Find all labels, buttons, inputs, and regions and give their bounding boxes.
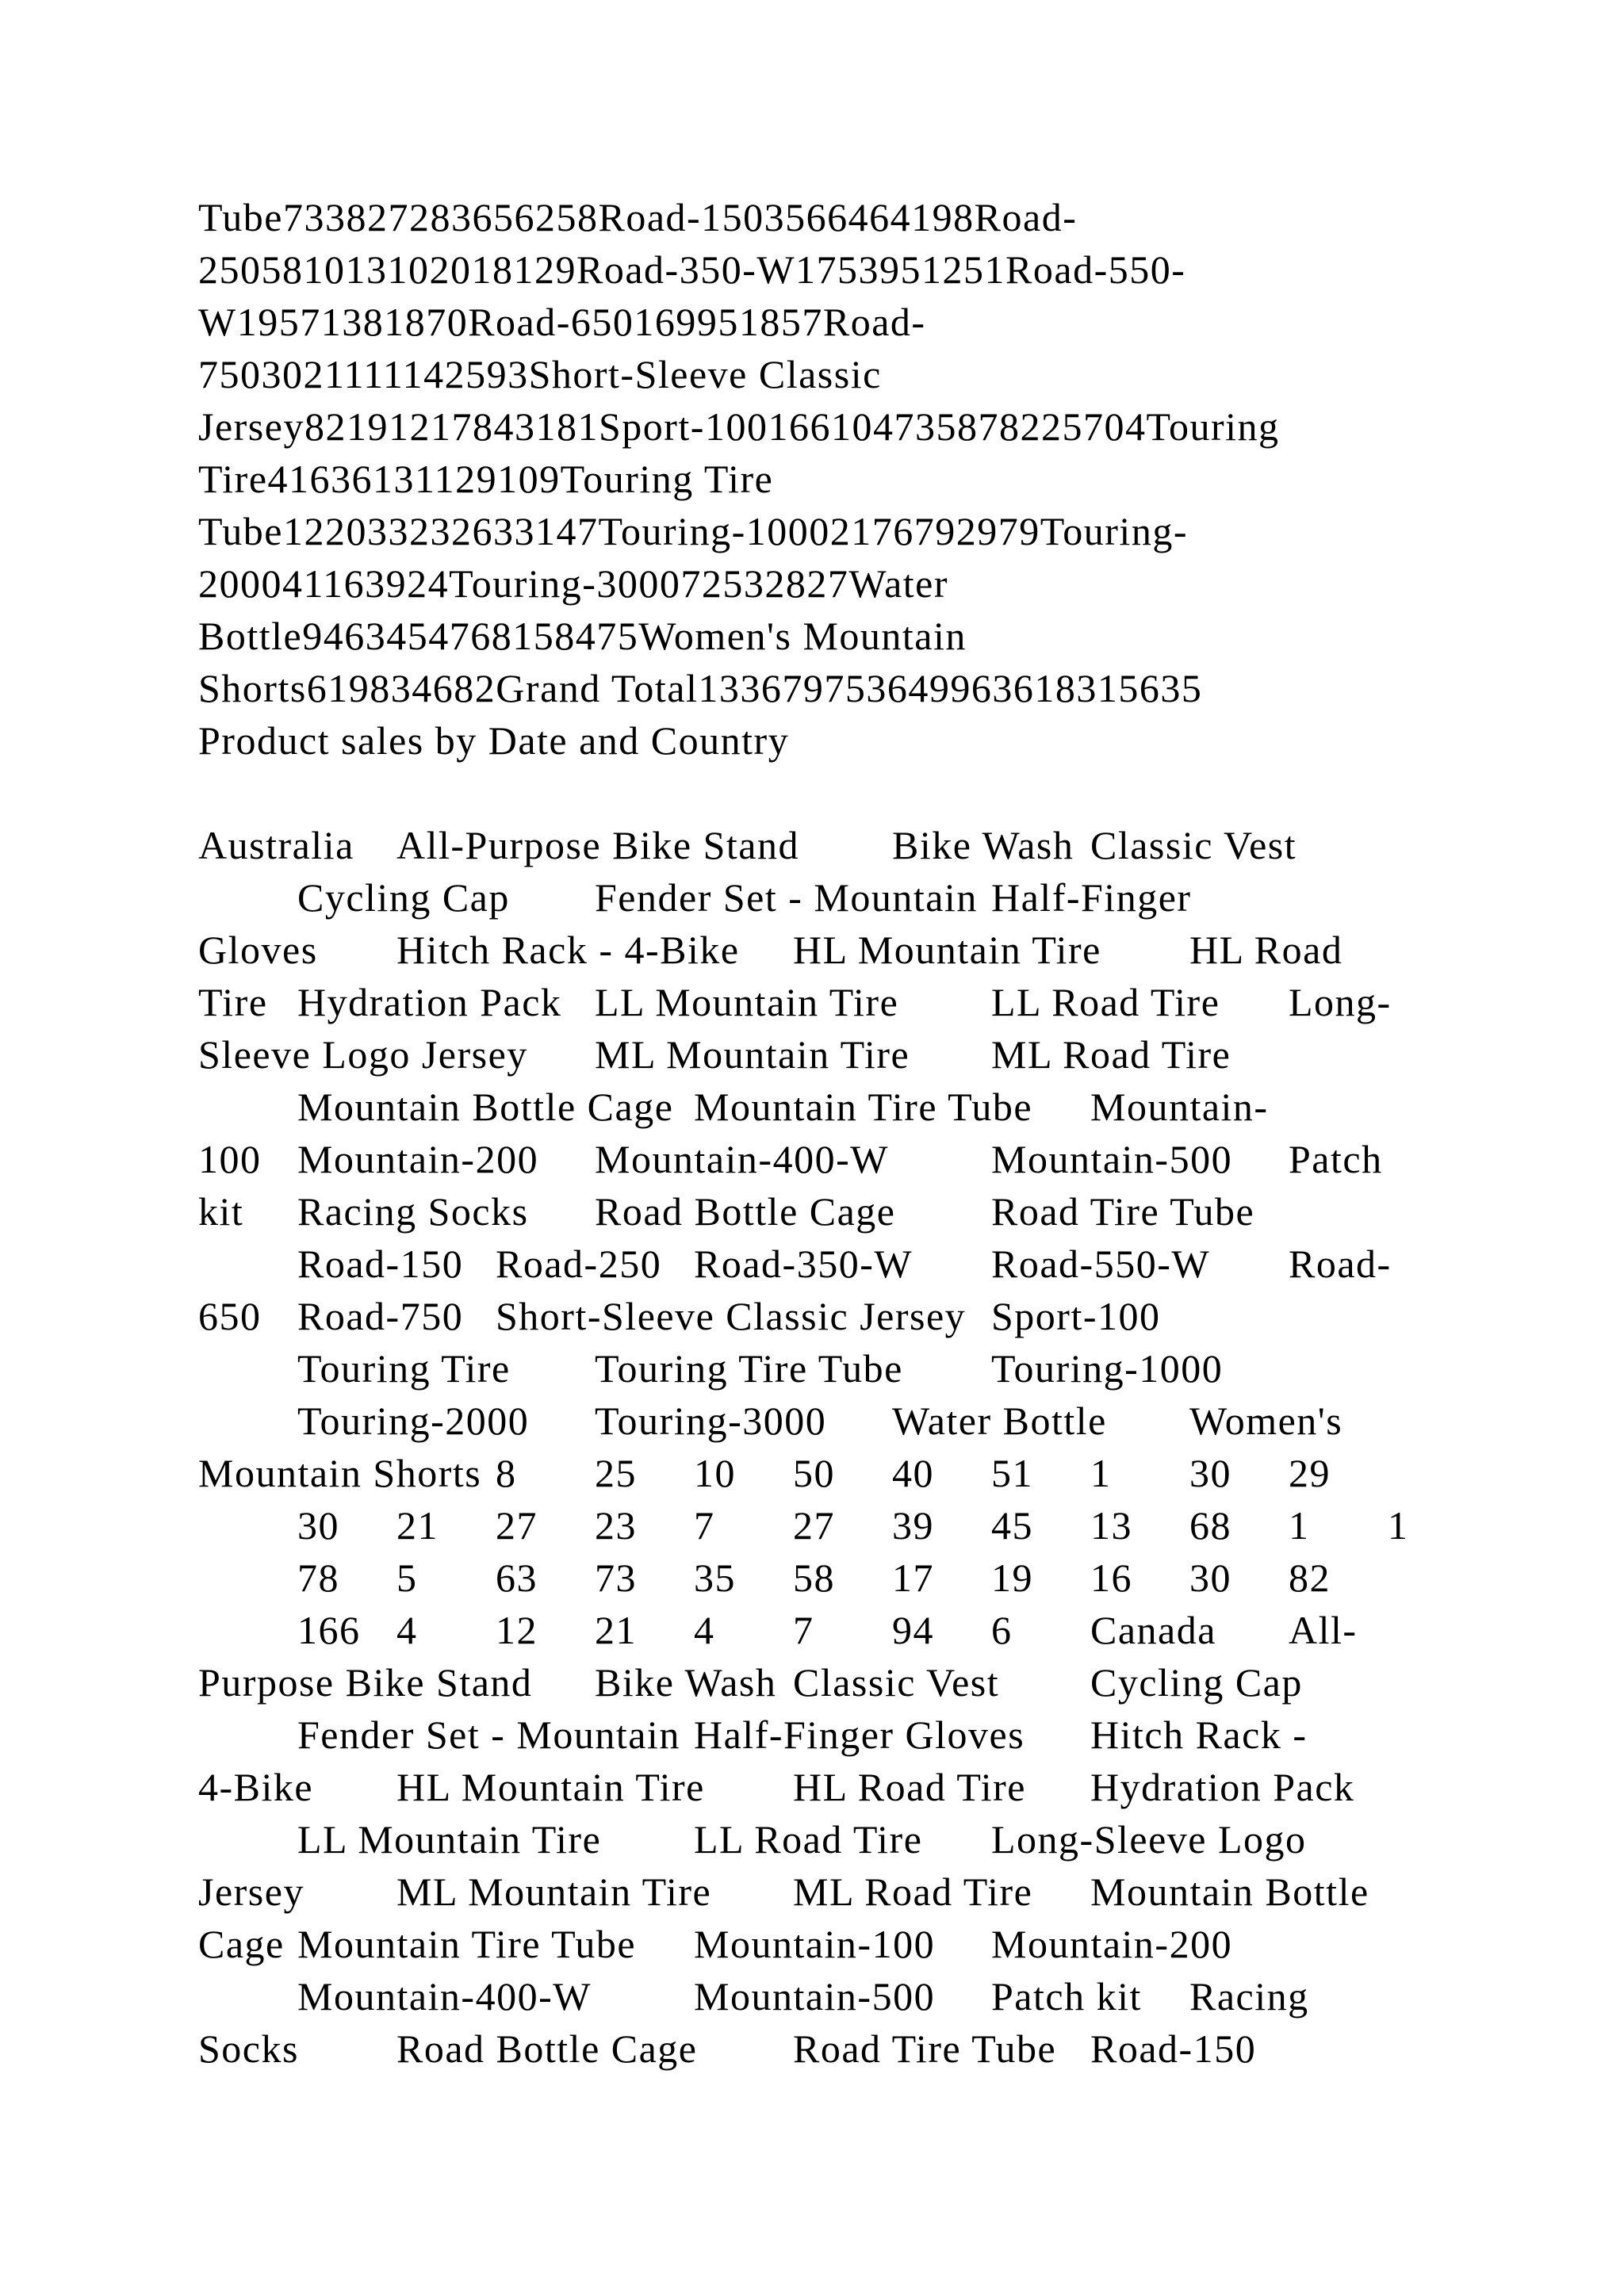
table-text-cell: Road-150: [1090, 2026, 1257, 2071]
table-text-line: [198, 1918, 1435, 1970]
table-text-cell: 82: [1289, 1556, 1331, 1600]
table-text-cell: 23: [595, 1503, 637, 1548]
table-text-cell: 30: [297, 1503, 339, 1548]
table-text-cell: Half-Finger: [991, 875, 1192, 920]
table-text-cell: Socks: [198, 2026, 299, 2071]
table-text-cell: Road-: [1289, 1242, 1392, 1286]
table-text-cell: 21: [595, 1608, 637, 1652]
table-text-cell: 4: [694, 1608, 715, 1652]
table-text-cell: 10: [694, 1451, 736, 1495]
table-text-cell: 12: [496, 1608, 538, 1652]
table-text-cell: Road-550-W: [991, 1242, 1211, 1286]
table-text-cell: Half-Finger Gloves: [694, 1712, 1025, 1757]
table-text-cell: 68: [1189, 1503, 1231, 1548]
table-text-cell: 13: [1090, 1503, 1132, 1548]
document-text: [198, 191, 1435, 2075]
table-text-cell: Mountain-400-W: [297, 1974, 592, 2019]
table-text-cell: Racing Socks: [297, 1189, 529, 1234]
table-text-cell: Mountain-500: [991, 1137, 1233, 1181]
table-text-line: [198, 1656, 1435, 1709]
table-text-cell: 7: [694, 1503, 715, 1548]
table-text-cell: 27: [793, 1503, 835, 1548]
intro-line: W19571381870Road-650169951857Road-: [198, 300, 926, 344]
table-text-cell: All-Purpose Bike Stand: [396, 823, 799, 867]
table-text-cell: Patch kit: [991, 1974, 1142, 2019]
table-text-line: [198, 1552, 1435, 1604]
intro-line: Jersey82191217843181Sport-100166104735878225704Touring: [198, 404, 1280, 449]
table-text-cell: Mountain-: [1090, 1085, 1269, 1129]
table-text-line: [198, 1604, 1435, 1656]
table-text-cell: Road-150: [297, 1242, 464, 1286]
table-text-cell: 5: [396, 1556, 418, 1600]
table-text-cell: Mountain-200: [297, 1137, 539, 1181]
table-text-cell: Gloves: [198, 928, 318, 972]
table-text-cell: Fender Set - Mountain: [297, 1712, 680, 1757]
blank-line: [198, 767, 1435, 819]
table-text-cell: Hydration Pack: [297, 980, 562, 1024]
intro-line: 200041163924Touring-300072532827Water: [198, 561, 949, 606]
table-text-line: [198, 976, 1435, 1028]
table-text-cell: Bike Wash: [892, 823, 1074, 867]
table-text-cell: Mountain Tire Tube: [694, 1085, 1033, 1129]
table-text-cell: HL Mountain Tire: [396, 1765, 705, 1809]
table-text-line: [198, 1395, 1435, 1447]
table-text-cell: Cage: [198, 1922, 285, 1966]
intro-line: Bottle9463454768158475Women's Mountain: [198, 614, 967, 658]
table-text-cell: 6: [991, 1608, 1013, 1652]
table-text-cell: 27: [496, 1503, 538, 1548]
table-text-cell: Road-350-W: [694, 1242, 914, 1286]
table-text-cell: 166: [297, 1608, 361, 1652]
table-text-line: [198, 1028, 1435, 1081]
table-text-cell: Classic Vest: [1090, 823, 1297, 867]
table-text-cell: Hydration Pack: [1090, 1765, 1355, 1809]
intro-line: Tire41636131129109Touring Tire: [198, 457, 774, 501]
table-text-cell: Mountain-100: [694, 1922, 936, 1966]
table-text-cell: 78: [297, 1556, 339, 1600]
table-text-cell: 30: [1189, 1556, 1231, 1600]
table-text-cell: Water Bottle: [892, 1399, 1107, 1443]
table-text-cell: 63: [496, 1556, 538, 1600]
table-text-cell: Road Bottle Cage: [396, 2026, 698, 2071]
table-text-cell: Australia: [198, 823, 354, 867]
table-text-cell: Long-Sleeve Logo: [991, 1817, 1307, 1862]
table-text-cell: 45: [991, 1503, 1033, 1548]
table-text-cell: kit: [198, 1189, 244, 1234]
table-text-cell: Short-Sleeve Classic Jersey: [496, 1294, 967, 1338]
table-text-cell: Mountain Bottle Cage: [297, 1085, 674, 1129]
table-text-cell: 1: [1289, 1503, 1310, 1548]
table-text-line: [198, 1290, 1435, 1342]
table-text-cell: Bike Wash: [595, 1660, 777, 1705]
table-text-cell: HL Road Tire: [793, 1765, 1026, 1809]
table-text-cell: 100: [198, 1137, 262, 1181]
table-text-cell: Racing: [1189, 1974, 1309, 2019]
table-text-cell: Road Tire Tube: [793, 2026, 1057, 2071]
table-text-line: [198, 1813, 1435, 1866]
table-text-cell: Tire: [198, 980, 268, 1024]
table-text-cell: Mountain-200: [991, 1922, 1233, 1966]
table-text-cell: 30: [1189, 1451, 1231, 1495]
table-text-cell: Sleeve Logo Jersey: [198, 1032, 528, 1077]
intro-line: Tube733827283656258Road-1503566464198Road-: [198, 195, 1078, 239]
table-text-cell: 1: [1388, 1503, 1409, 1548]
table-text-line: [198, 1499, 1435, 1552]
table-text-cell: ML Road Tire: [991, 1032, 1231, 1077]
intro-line: 250581013102018129Road-350-W1753951251Road-550-: [198, 247, 1186, 292]
table-text-cell: Touring-1000: [991, 1346, 1224, 1391]
table-text-cell: Long-: [1289, 980, 1392, 1024]
table-text-line: [198, 1238, 1435, 1290]
table-text-cell: 8: [496, 1451, 517, 1495]
table-text-cell: 58: [793, 1556, 835, 1600]
table-text-cell: ML Mountain Tire: [396, 1869, 712, 1914]
intro-line: Shorts619834682Grand Total133679753649963618315635: [198, 666, 1203, 710]
table-text-cell: 39: [892, 1503, 934, 1548]
table-text-cell: HL Mountain Tire: [793, 928, 1101, 972]
table-text-cell: LL Road Tire: [991, 980, 1220, 1024]
table-text-line: [198, 1970, 1435, 2022]
table-text-cell: Touring-3000: [595, 1399, 827, 1443]
table-text-cell: Mountain Shorts: [198, 1451, 482, 1495]
table-text-line: [198, 1709, 1435, 1761]
table-text-cell: 50: [793, 1451, 835, 1495]
table-text-line: [198, 1761, 1435, 1813]
table-text-cell: LL Mountain Tire: [595, 980, 899, 1024]
table-text-cell: 25: [595, 1451, 637, 1495]
table-text-cell: Road Bottle Cage: [595, 1189, 896, 1234]
table-text-line: [198, 1081, 1435, 1133]
table-text-line: [198, 2022, 1435, 2075]
table-text-line: [198, 1447, 1435, 1499]
table-text-cell: All-: [1289, 1608, 1358, 1652]
table-text-cell: Women's: [1189, 1399, 1343, 1443]
table-text-cell: ML Road Tire: [793, 1869, 1033, 1914]
table-text-cell: 35: [694, 1556, 736, 1600]
table-text-cell: Canada: [1090, 1608, 1216, 1652]
table-text-line: [198, 1342, 1435, 1395]
table-text-line: [198, 871, 1435, 924]
table-text-cell: 21: [396, 1503, 439, 1548]
table-text-cell: 19: [991, 1556, 1033, 1600]
table-text-cell: Fender Set - Mountain: [595, 875, 978, 920]
sales-table-text: [198, 819, 1435, 2075]
table-text-cell: Touring Tire Tube: [595, 1346, 903, 1391]
intro-line: 7503021111142593Short-Sleeve Classic: [198, 352, 882, 396]
table-text-cell: ML Mountain Tire: [595, 1032, 910, 1077]
table-text-cell: Mountain Bottle: [1090, 1869, 1369, 1914]
table-text-cell: Patch: [1289, 1137, 1383, 1181]
table-text-cell: 4-Bike: [198, 1765, 314, 1809]
table-text-cell: LL Road Tire: [694, 1817, 923, 1862]
table-text-cell: 7: [793, 1608, 814, 1652]
table-text-cell: 73: [595, 1556, 637, 1600]
table-text-cell: LL Mountain Tire: [297, 1817, 602, 1862]
table-text-cell: Sport-100: [991, 1294, 1161, 1338]
table-text-line: [198, 819, 1435, 871]
table-text-cell: 51: [991, 1451, 1033, 1495]
table-text-cell: 1: [1090, 1451, 1112, 1495]
table-text-line: [198, 1133, 1435, 1185]
table-text-cell: Road Tire Tube: [991, 1189, 1255, 1234]
table-text-cell: 16: [1090, 1556, 1132, 1600]
table-text-cell: Touring Tire: [297, 1346, 511, 1391]
intro-paragraph: [198, 191, 1435, 767]
table-text-cell: Mountain-500: [694, 1974, 936, 2019]
table-text-line: [198, 924, 1435, 976]
table-text-cell: 40: [892, 1451, 934, 1495]
table-text-cell: 4: [396, 1608, 418, 1652]
table-text-cell: Cycling Cap: [1090, 1660, 1303, 1705]
table-text-cell: 94: [892, 1608, 934, 1652]
table-text-cell: Touring-2000: [297, 1399, 530, 1443]
intro-line: Tube122033232633147Touring-10002176792979Touring-: [198, 509, 1188, 553]
table-text-cell: Road-250: [496, 1242, 662, 1286]
table-text-cell: Cycling Cap: [297, 875, 510, 920]
table-text-cell: 29: [1289, 1451, 1331, 1495]
table-text-cell: HL Road: [1189, 928, 1343, 972]
table-text-cell: Hitch Rack -: [1090, 1712, 1308, 1757]
table-text-cell: Classic Vest: [793, 1660, 1000, 1705]
table-text-line: [198, 1185, 1435, 1238]
table-text-cell: Jersey: [198, 1869, 304, 1914]
table-text-cell: 650: [198, 1294, 262, 1338]
intro-line: Product sales by Date and Country: [198, 718, 790, 763]
table-text-line: [198, 1866, 1435, 1918]
table-text-cell: Purpose Bike Stand: [198, 1660, 533, 1705]
table-text-cell: Mountain-400-W: [595, 1137, 889, 1181]
table-text-cell: Road-750: [297, 1294, 464, 1338]
table-text-cell: 17: [892, 1556, 934, 1600]
table-text-cell: Mountain Tire Tube: [297, 1922, 637, 1966]
table-text-cell: Hitch Rack - 4-Bike: [396, 928, 740, 972]
